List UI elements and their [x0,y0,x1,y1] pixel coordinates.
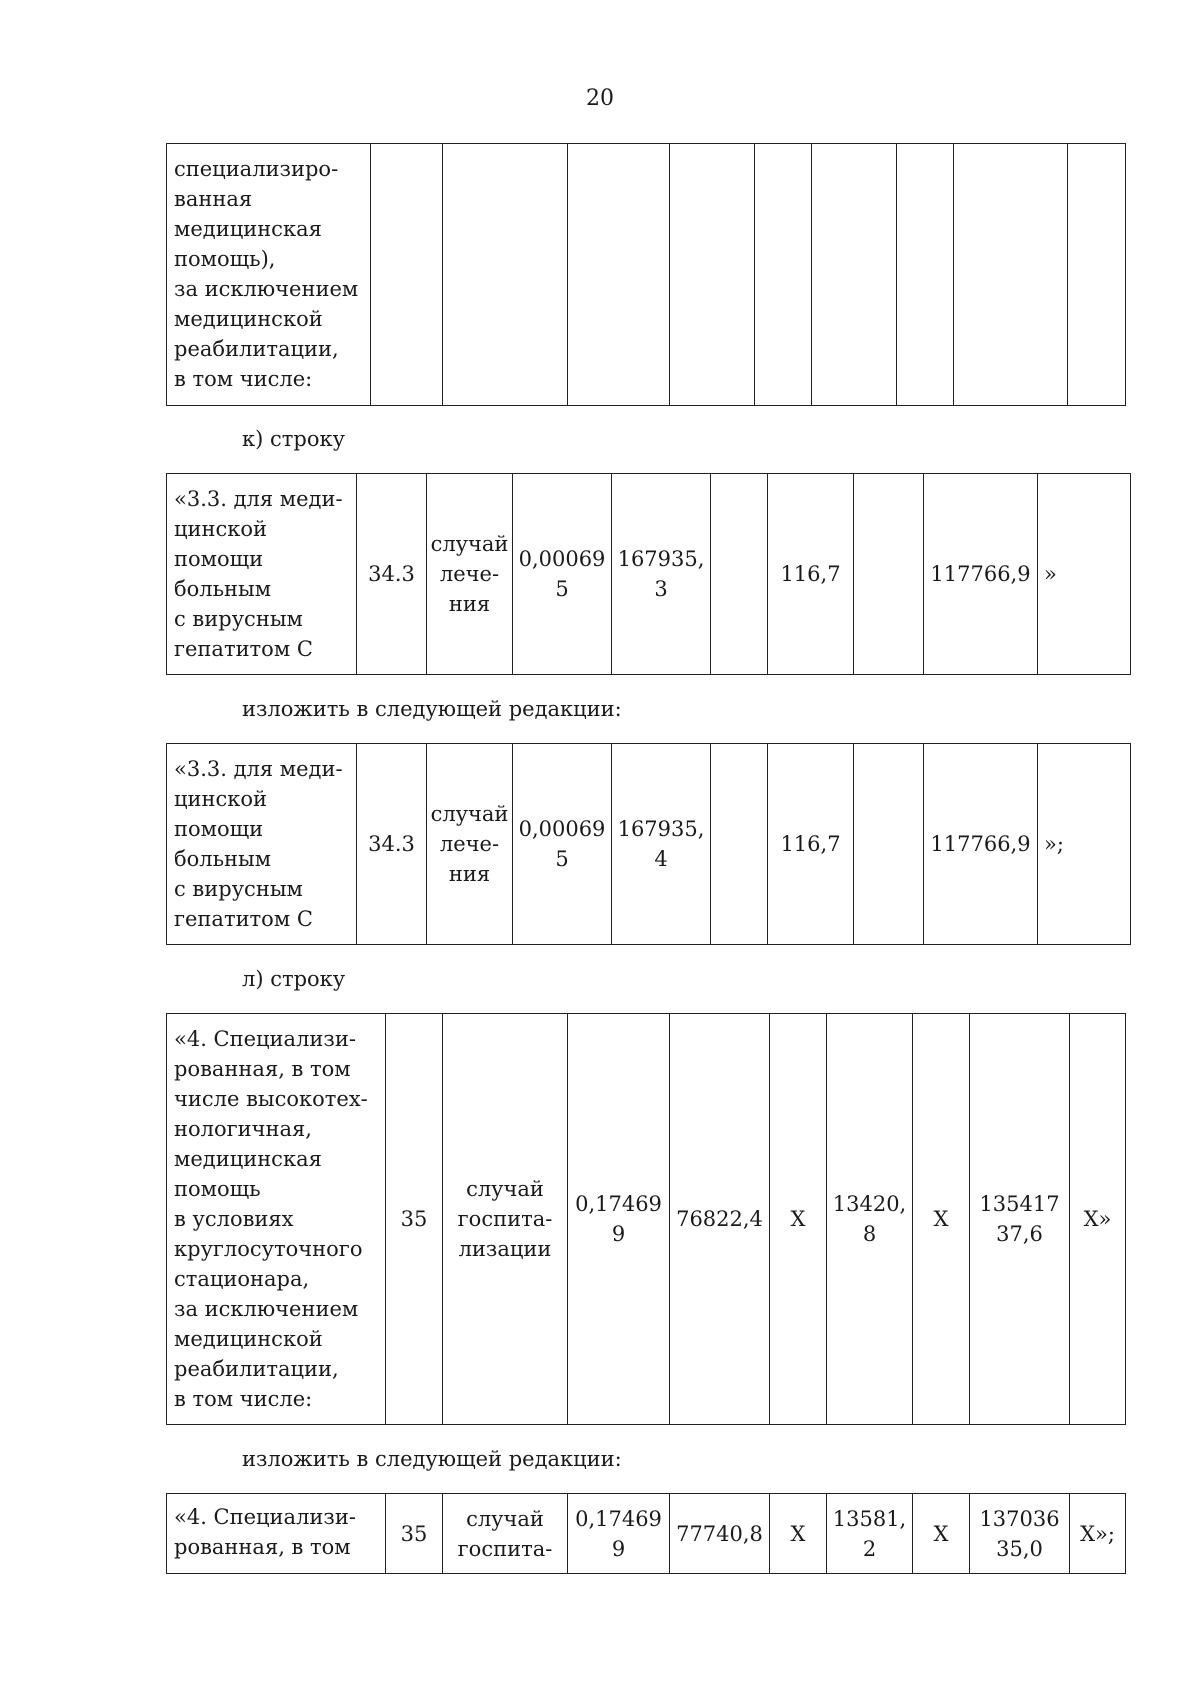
table-row-4-new [166,1493,1126,1574]
table-cell: »; [1038,744,1131,945]
table-cell: 167935, 3 [612,474,711,675]
table-cell [1068,144,1126,406]
row-name-cell: «4. Специализи- рованная, в том числе высокотех- нологичная, медицинская помощь в условиях круглосуточного стационара, за исключением медицинской реабилитации, в том числе: [167,1014,386,1425]
note-edit-1: изложить в следующей редакции: [242,697,622,721]
note-edit-2: изложить в следующей редакции: [242,1447,622,1471]
table-cell: случай лече- ния [427,744,513,945]
note-row-l: л) строку [242,967,346,991]
table-cell [755,144,812,406]
table-cell [670,144,755,406]
table-cell [854,744,924,945]
table-row [167,474,1131,675]
table-cell: 137036 35,0 [970,1494,1070,1574]
table-cell: 0,17469 9 [568,1494,670,1574]
table-row [167,1494,1126,1574]
table-cell: случай госпита- лизации [443,1014,568,1425]
table-row [167,144,1126,406]
table-row-3-3-new [166,743,1131,945]
row-name-cell: специализиро- ванная медицинская помощь), за исключением медицинской реабилитации, в том числе: [167,144,371,406]
table-cell [568,144,670,406]
table-cell [812,144,897,406]
table-cell: 116,7 [768,474,854,675]
table-cell [954,144,1068,406]
table-cell: 34.3 [357,474,427,675]
table-cell: 117766,9 [924,474,1038,675]
table-cell: 13581, 2 [827,1494,913,1574]
table-cell: 35 [386,1014,443,1425]
table-cell [711,474,768,675]
table-cell: 34.3 [357,744,427,945]
table-cell: 167935, 4 [612,744,711,945]
table-cell [443,144,568,406]
table-row-4-old [166,1013,1126,1425]
table-cell: 0,00069 5 [513,474,612,675]
table-cell: » [1038,474,1131,675]
table-cell: случай лече- ния [427,474,513,675]
table-cell: 77740,8 [670,1494,770,1574]
table-cell: X [770,1014,827,1425]
table-cell: X» [1070,1014,1126,1425]
table-cell: X [913,1494,970,1574]
note-row-k: к) строку [242,427,345,451]
row-name-cell: «4. Специализи- рованная, в том [167,1494,386,1574]
table-cell: X [913,1014,970,1425]
table-cell: 0,17469 9 [568,1014,670,1425]
table-cell [897,144,954,406]
table-cell: X [770,1494,827,1574]
row-name-cell: «3.3. для меди- цинской помощи больным с вирусным гепатитом С [167,744,357,945]
table-row-3-3-old [166,473,1131,675]
table-fragment-header [166,143,1126,406]
table-cell [854,474,924,675]
table-cell: X»; [1070,1494,1126,1574]
page-number: 20 [586,86,614,111]
table-cell: 117766,9 [924,744,1038,945]
table-row [167,1014,1126,1425]
table-cell: 135417 37,6 [970,1014,1070,1425]
table-cell: 76822,4 [670,1014,770,1425]
table-cell: 13420, 8 [827,1014,913,1425]
table-cell: случай госпита- [443,1494,568,1574]
table-cell: 116,7 [768,744,854,945]
table-cell: 0,00069 5 [513,744,612,945]
table-row [167,744,1131,945]
row-name-cell: «3.3. для меди- цинской помощи больным с вирусным гепатитом С [167,474,357,675]
table-cell [371,144,443,406]
table-cell: 35 [386,1494,443,1574]
table-cell [711,744,768,945]
